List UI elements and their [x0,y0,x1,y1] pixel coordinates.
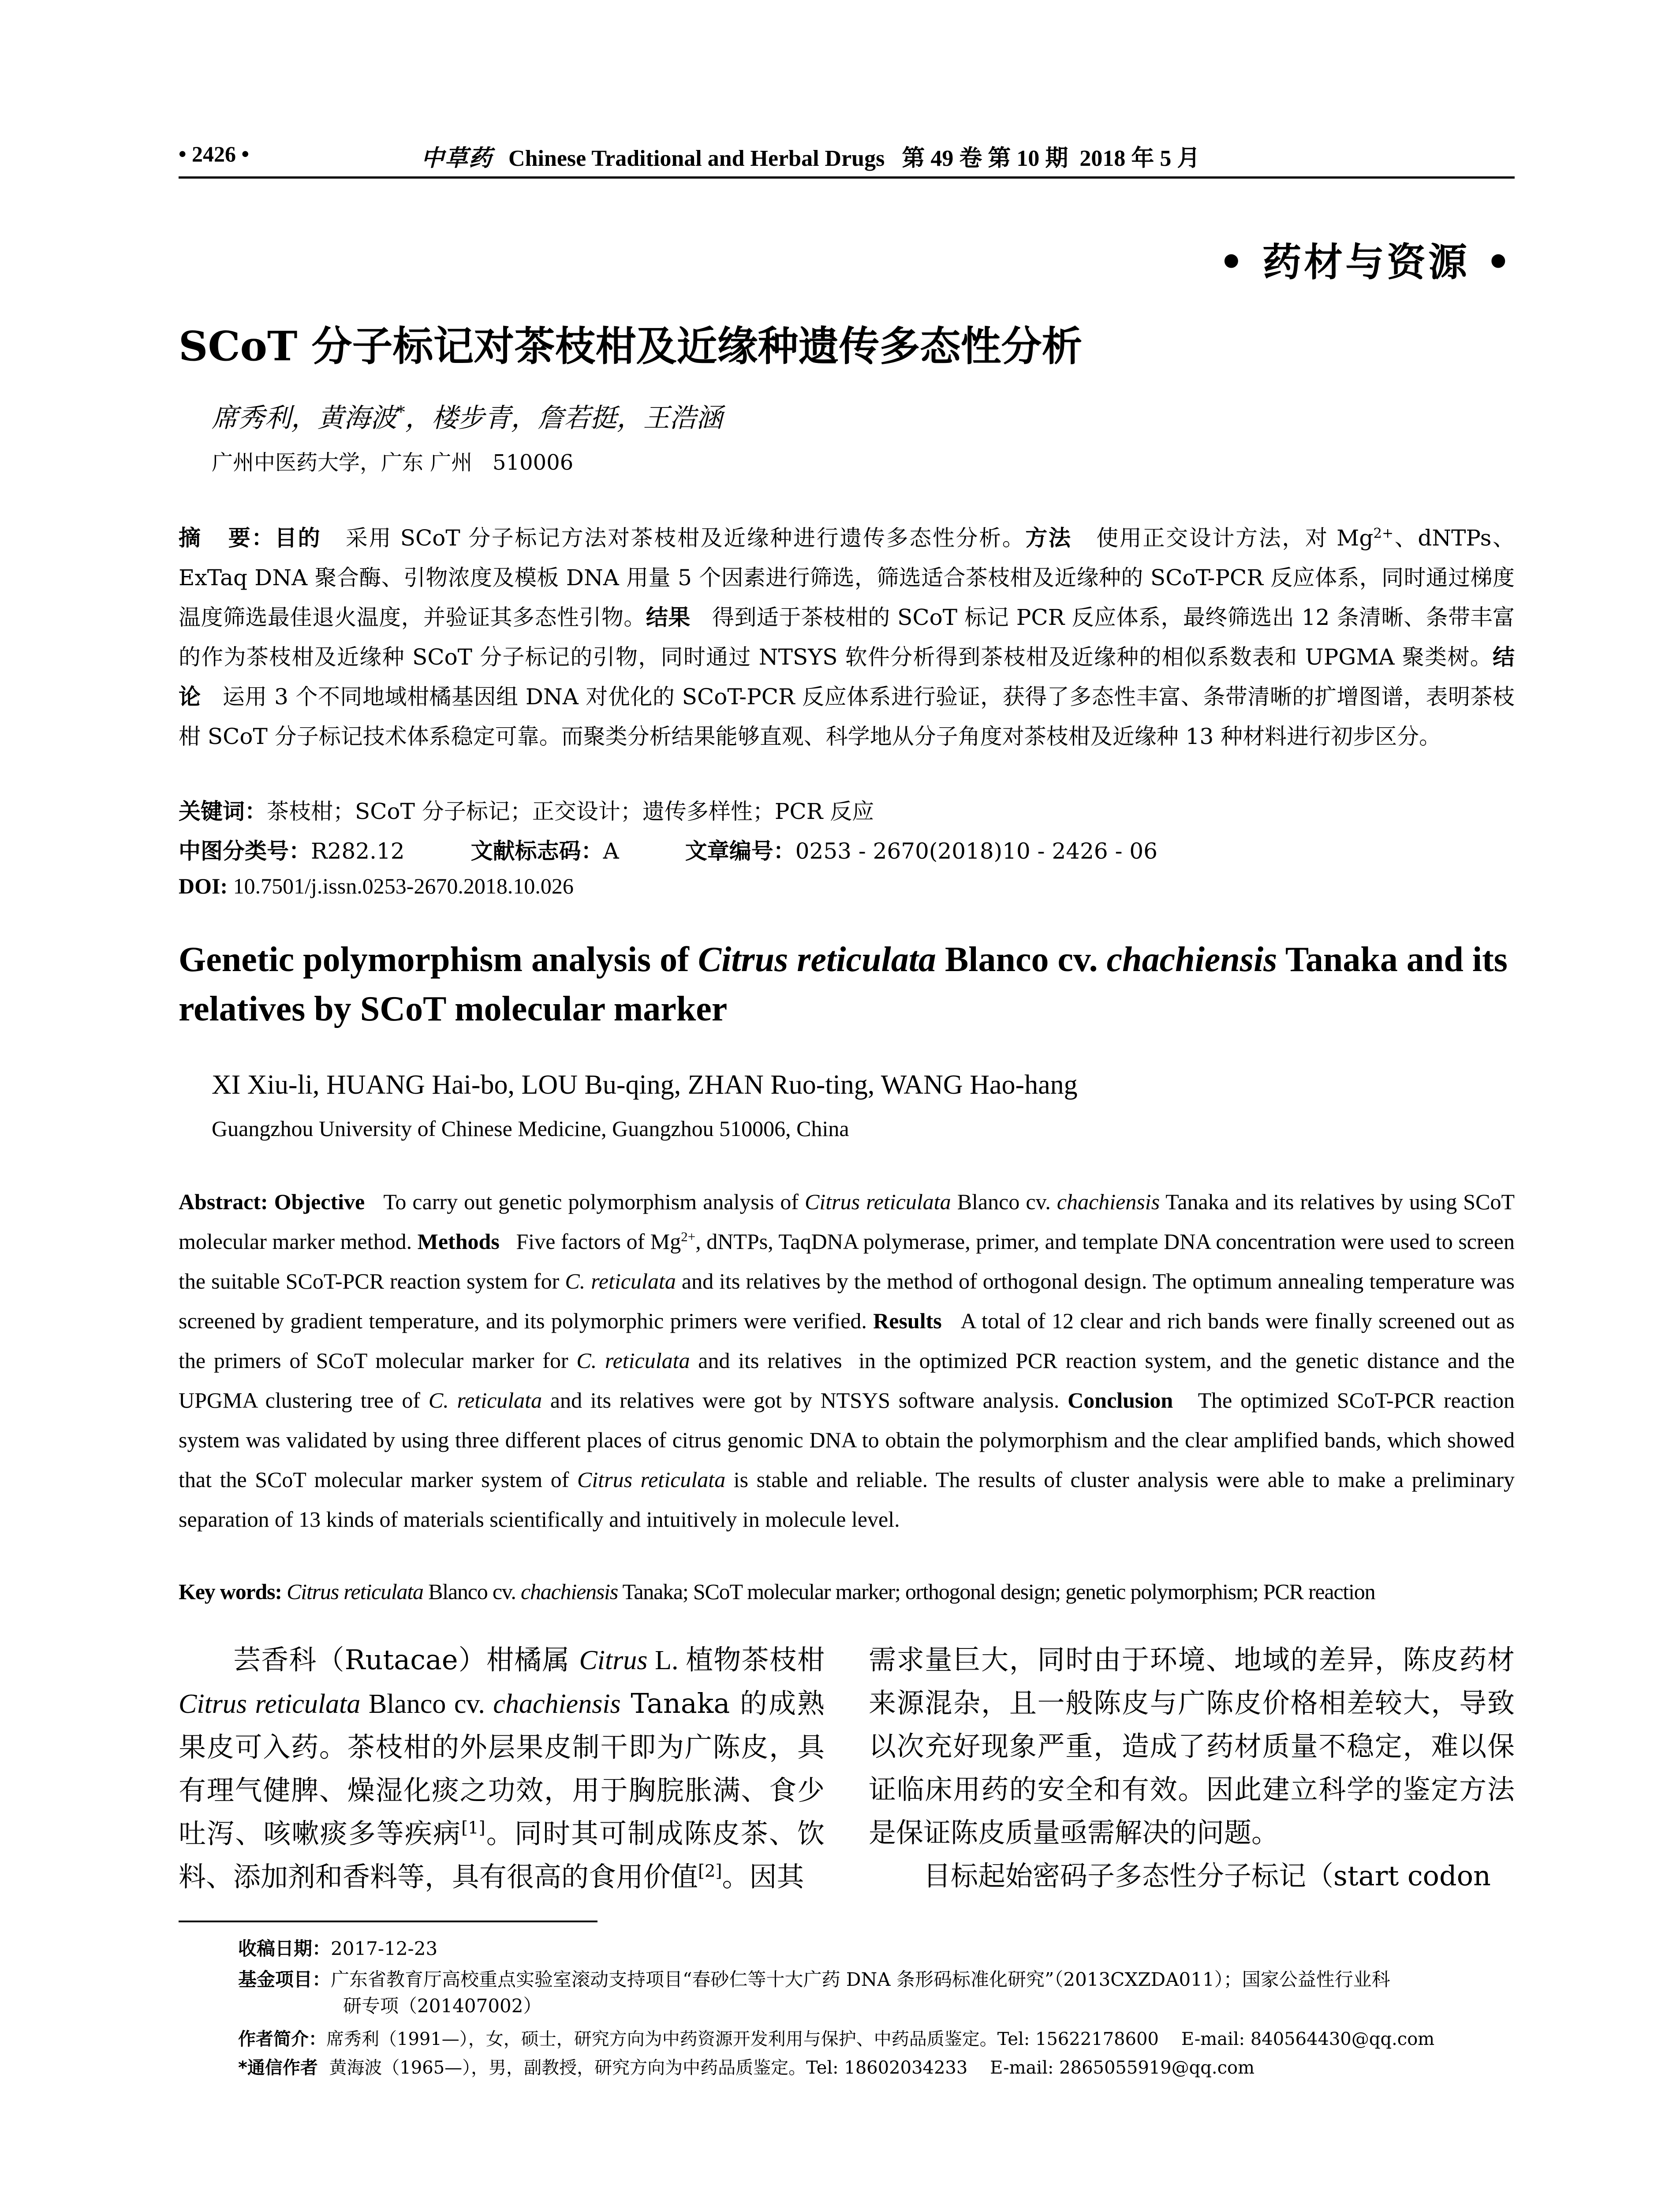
cn-conclusion: 运用 3 个不同地域柑橘基因组 DNA 对优化的 SCoT-PCR 反应体系进行验证，获得了多态性丰富、条带清晰的扩增图谱，表明茶枝柑 SCoT 分子标记技术体系稳定可靠。而聚类分析结果能够直观、科学地从分子角度对茶枝柑及近缘种 13 种材料进行初步区分。 [179,684,1515,749]
footnote-label: 作者简介： [238,2029,326,2049]
en-results-label: Results [873,1308,942,1333]
journal-header [421,139,1200,172]
en-objective: Blanco cv. [951,1189,1057,1214]
en-methods-sup: 2+ [681,1229,696,1245]
cn-methods-label: 方法 [1025,525,1072,551]
cn-abstract [179,518,1515,756]
header-rule [179,176,1515,179]
en-results: A total of 12 clear and rich bands were finally screened out as the primers of SCoT molecular marker for [179,1308,1515,1373]
cn-classification-line [179,833,1157,865]
en-species: C. reticulata [576,1348,690,1373]
cn-objective: 采用 SCoT 分子标记方法对茶枝柑及近缘种进行遗传多态性分析。 [345,525,1026,551]
en-title-species: Citrus reticulata [698,940,936,979]
en-species: Citrus reticulata [577,1467,726,1492]
en-authors: XI Xiu-li, HUANG Hai-bo, LOU Bu-qing, ZHAN Ruo-ting, WANG Hao-hang [212,1070,1078,1100]
doi-line [179,873,574,899]
cn-results: 得到适于茶枝柑的 SCoT 标记 PCR 反应体系，最终筛选出 12 条清晰、条带丰富的作为茶枝柑及近缘种 SCoT 分子标记的引物，同时通过 NTSYS 软件分析得到茶枝柑及近缘种的相似系数表和 UPGMA 聚类树。 [179,605,1515,670]
en-species: C. reticulata [565,1269,676,1293]
cn-keywords-label: 关键词： [179,799,267,824]
en-keywords-line [179,1579,1375,1604]
footnote-label: 基金项目： [238,1969,331,1990]
en-title [179,935,1528,1034]
cn-authors-rest: ，楼步青，詹若挺，王浩涵 [405,403,723,434]
body-paragraph: 目标起始密码子多态性分子标记（start codon [923,1860,1491,1892]
body-text: Tanaka 的成熟果皮可入药。茶枝柑的外层果皮制干即为广陈皮，具有理气健脾、燥湿化痰之功效，用于胸脘胀满、食少吐泻、咳嗽痰多等疾病 [179,1687,825,1850]
cn-results-label: 结果 [646,605,691,630]
en-methods: and its relatives by the method of orthogonal design. The optimum annealing temperature was screened by gradient temperature, and its polymorphic primers were verified. [179,1269,1515,1333]
en-abstract [179,1182,1520,1539]
cn-methods-pre: 使用正交设计方法，对 Mg [1096,525,1374,551]
en-conclusion-label: Conclusion [1068,1388,1173,1413]
en-keywords-species: Citrus reticulata [287,1579,423,1604]
body-paragraph: 需求量巨大，同时由于环境、地域的差异，陈皮药材来源混杂，且一般陈皮与广陈皮价格相差较大，导致以次充好现象严重，造成了药材质量不稳定，难以保证临床用药的安全和有效。因此建立科学的鉴定方法是保证陈皮质量亟需解决的问题。 [869,1644,1515,1849]
footnote-fund-continued: 研专项（201407002） [343,1995,542,2017]
en-keywords-label: Key words: [179,1579,282,1604]
en-title-part: Genetic polymorphism analysis of [179,940,698,979]
en-affiliation: Guangzhou University of Chinese Medicine, Guangzhou 510006, China [212,1116,849,1141]
en-objective: To carry out genetic polymorphism analysis of [383,1189,805,1214]
body-text: Blanco cv. [360,1689,493,1719]
body-text: L. 植物茶枝柑 [647,1645,825,1675]
footnote-received [238,1936,437,1962]
en-objective: Tanaka and its relatives by using SCoT molecular marker method. [179,1189,1515,1254]
citation-ref: [1] [461,1818,485,1838]
footnote-text: 广东省教育厅高校重点实验室滚动支持项目“春砂仁等十大广药 DNA 条形码标准化研究”（2013CXZDA011）；国家公益性行业科 [331,1969,1390,1990]
en-cultivar: chachiensis [1057,1189,1160,1214]
corresponding-mark: * [397,402,405,422]
cn-authors [212,397,723,435]
footnote-author [238,2026,1434,2052]
journal-logo: 中草药 [421,145,493,172]
en-keywords: Tanaka; SCoT molecular marker; orthogonal design; genetic polymorphism; PCR reaction [618,1579,1375,1604]
footnote-text: 黄海波（1965—），男，副教授，研究方向为中药品质鉴定。Tel: 18602034233 E-mail: 2865055919@qq.com [317,2058,1255,2078]
doc-code-value: A [603,838,619,864]
en-abstract-label: Abstract: Objective [179,1189,365,1214]
cn-methods-post: 、dNTPs、ExTaq DNA 聚合酶、引物浓度及模板 DNA 用量 5 个因素进行筛选，筛选适合茶枝柑及近缘种的 SCoT-PCR 反应体系，同时通过梯度温度筛选最佳退火温度，并验证其多态性引物。 [179,525,1515,630]
article-no-label: 文章编号： [685,838,795,864]
section-tag: • 药材与资源 • [1219,239,1513,285]
cn-objective-label: 目的 [275,525,321,551]
clc-value: R282.12 [311,838,405,864]
en-keywords-cultivar: chachiensis [521,1579,618,1604]
en-title-part: Blanco cv. [936,940,1107,979]
citation-ref: [2] [698,1861,722,1881]
footnote-fund [238,1967,1390,1992]
en-title-part: Tanaka and its relatives by SCoT molecular marker [179,940,1508,1028]
footnote-text: 席秀利（1991—），女，硕士，研究方向为中药资源开发利用与保护、中药品质鉴定。Tel: 15622178600 E-mail: 840564430@qq.com [326,2029,1435,2049]
body-right-column [869,1638,1515,1898]
footnote-rule [179,1921,597,1922]
cn-abstract-label: 摘 要： [179,525,275,551]
page-number: • 2426 • [179,142,250,166]
footnote-label: 收稿日期： [238,1938,331,1959]
body-left-column [179,1638,825,1899]
article-no-value: 0253 - 2670(2018)10 - 2426 - 06 [795,838,1158,864]
body-text: 。同时其可制成陈皮茶、饮料、添加剂和香料等，具有很高的食用价值 [179,1817,825,1893]
en-methods-label: Methods [417,1229,500,1254]
cn-title: SCoT 分子标记对茶枝柑及近缘种遗传多态性分析 [179,322,1083,370]
footnote-corresponding [238,2055,1254,2081]
cn-affiliation: 广州中医药大学，广东 广州 510006 [212,450,574,475]
en-methods: Five factors of Mg [516,1229,681,1254]
en-keywords: Blanco cv. [423,1579,521,1604]
cn-keywords-line [179,794,874,826]
en-species: C. reticulata [428,1388,542,1413]
cn-conclusion-label: 结论 [179,644,1515,710]
body-text: 芸香科（Rutacae）柑橘属 [233,1644,579,1676]
journal-info: Chinese Traditional and Herbal Drugs 第 49 卷 第 10 期 2018 年 5 月 [508,146,1200,171]
footnote-text: 2017-12-23 [331,1938,438,1959]
cn-methods-sup: 2+ [1373,525,1394,542]
doc-code-label: 文献标志码： [470,838,603,864]
doi-label: DOI: [179,874,228,898]
en-results: and its relatives were got by NTSYS software analysis. [542,1388,1060,1413]
doi-value: 10.7501/j.issn.0253-2670.2018.10.026 [233,874,574,898]
species-name: Citrus reticulata [179,1689,361,1719]
en-methods: , dNTPs, TaqDNA polymerase, primer, and template DNA concentration were used to screen the suitable SCoT-PCR reaction system for [179,1229,1515,1293]
genus-name: Citrus [579,1645,648,1675]
cn-authors-first: 席秀利，黄海波 [212,403,397,434]
body-text: 。因其 [722,1861,804,1893]
cultivar-name: chachiensis [493,1689,621,1719]
en-conclusion: is stable and reliable. The results of cluster analysis were able to make a preliminary separation of 13 kinds of materials scientifically and intuitively in molecule level. [179,1467,1515,1532]
footnote-label: *通信作者 [238,2058,318,2078]
en-species: Citrus reticulata [805,1189,951,1214]
en-results: and its relatives in the optimized PCR reaction system, and the genetic distance and the UPGMA clustering tree of [179,1348,1520,1413]
en-conclusion: The optimized SCoT-PCR reaction system was validated by using three different places of citrus genomic DNA to obtain the polymorphism and the clear amplified bands, which showed that the SCoT molecular marker system of [179,1388,1515,1492]
cn-keywords: 茶枝柑；SCoT 分子标记；正交设计；遗传多样性；PCR 反应 [267,799,874,824]
clc-label: 中图分类号： [179,838,311,864]
en-title-cultivar: chachiensis [1106,940,1277,979]
